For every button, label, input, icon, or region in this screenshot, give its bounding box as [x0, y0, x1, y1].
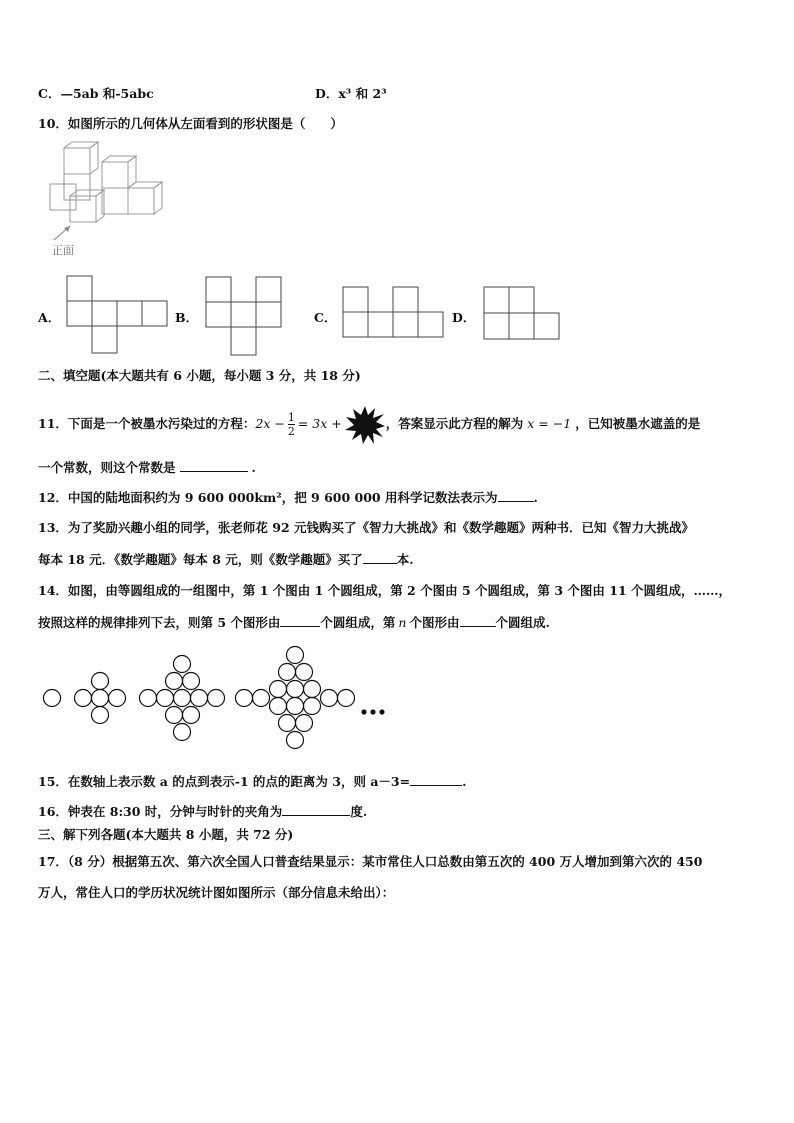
q11-eq-left: 2x −	[255, 416, 285, 431]
q14-line2-end: 个圆组成.	[495, 615, 550, 630]
q10-option-d-figure	[483, 286, 565, 342]
q14-answer-blank-1	[280, 614, 320, 627]
q12-answer-blank	[498, 489, 534, 502]
q11-post2: ，已知被墨水遮盖的是	[575, 416, 701, 431]
ink-blot-icon	[344, 405, 386, 445]
q11-solution: x = −1	[527, 416, 572, 431]
front-label: 正面	[52, 244, 74, 257]
q11-pre: 11．下面是一个被墨水污染过的方程：	[38, 416, 256, 431]
q11-line1	[38, 411, 700, 438]
q17-line1: 17．（8 分）根据第五次、第六次全国人口普查结果显示：某市常住人口总数由第五次的 400 万人增加到第六次的 450	[38, 854, 703, 869]
q10-stem: 10．如图所示的几何体从左面看到的形状图是（ ）	[38, 116, 343, 131]
q10-option-c-figure	[342, 286, 447, 340]
q15-line	[38, 773, 466, 790]
q14-line2-mid2: 个图形由	[409, 615, 460, 630]
q12-line	[38, 489, 538, 506]
q10-option-a: A．	[38, 310, 61, 325]
q11-line2	[38, 459, 256, 476]
q11-frac-num: 1	[287, 411, 295, 424]
q16-end: 度.	[350, 804, 368, 819]
q13-answer-blank	[363, 551, 397, 564]
q15-answer-blank	[410, 773, 462, 786]
q12-text: 12．中国的陆地面积约为 9 600 000km²，把 9 600 000 用科学记数法表示为	[38, 490, 498, 505]
q10-option-c: C．	[314, 310, 337, 325]
section-3-heading: 三、解下列各题(本大题共 8 小题，共 72 分)	[38, 827, 294, 842]
q17-line2: 万人，常住人口的学历状况统计图如图所示（部分信息未给出）：	[38, 885, 395, 900]
q16-text: 16．钟表在 8:30 时，分钟与时针的夹角为	[38, 804, 283, 819]
q11-frac-den: 2	[287, 425, 295, 438]
q10-option-a-figure	[66, 275, 168, 355]
q11-post: ，答案显示此方程的解为	[385, 416, 524, 431]
q15-text: 15．在数轴上表示数 a 的点到表示-1 的点的距离为 3，则 a－3=	[38, 774, 411, 789]
q11-fraction	[288, 411, 295, 438]
q13-line2	[38, 551, 414, 568]
section-2-heading: 二、填空题(本大题共有 6 小题，每小题 3 分，共 18 分)	[38, 368, 361, 383]
q15-end: .	[462, 774, 467, 789]
q14-line2	[38, 614, 550, 631]
q11-line2-text: 一个常数，则这个常数是	[38, 460, 176, 475]
q13-line2-text: 每本 18 元．《数学趣题》每本 8 元，则《数学趣题》买了	[38, 552, 363, 567]
q11-line2-end: .	[251, 460, 256, 475]
q11-eq-right: = 3x +	[297, 416, 342, 431]
q10-option-d: D．	[452, 310, 476, 325]
q11-answer-blank	[180, 459, 248, 472]
q9-option-d: D．x³ 和 2³	[315, 86, 387, 101]
q10-option-b-figure	[205, 276, 285, 358]
q10-option-b: B．	[175, 310, 199, 325]
q16-answer-blank	[282, 803, 350, 816]
q14-circle-pattern-figure	[36, 638, 396, 754]
q13-line1: 13．为了奖励兴趣小组的同学，张老师花 92 元钱购买了《智力大挑战》和《数学趣题》两种书．已知《智力大挑战》	[38, 520, 694, 535]
q14-n: n	[398, 615, 407, 630]
q9-option-c: C．—5ab 和-5abc	[38, 86, 154, 101]
q12-end: .	[533, 490, 538, 505]
q14-line1: 14．如图，由等圆组成的一组图中，第 1 个图由 1 个圆组成，第 2 个图由 5 个圆组成，第 3 个图由 11 个圆组成，……，	[38, 583, 732, 598]
q13-line2-end: 本.	[396, 552, 414, 567]
q16-line	[38, 803, 367, 820]
q14-answer-blank-2	[460, 614, 496, 627]
q14-line2-text: 按照这样的规律排列下去，则第 5 个图形由	[38, 615, 281, 630]
q14-line2-mid: 个圆组成，第	[320, 615, 396, 630]
